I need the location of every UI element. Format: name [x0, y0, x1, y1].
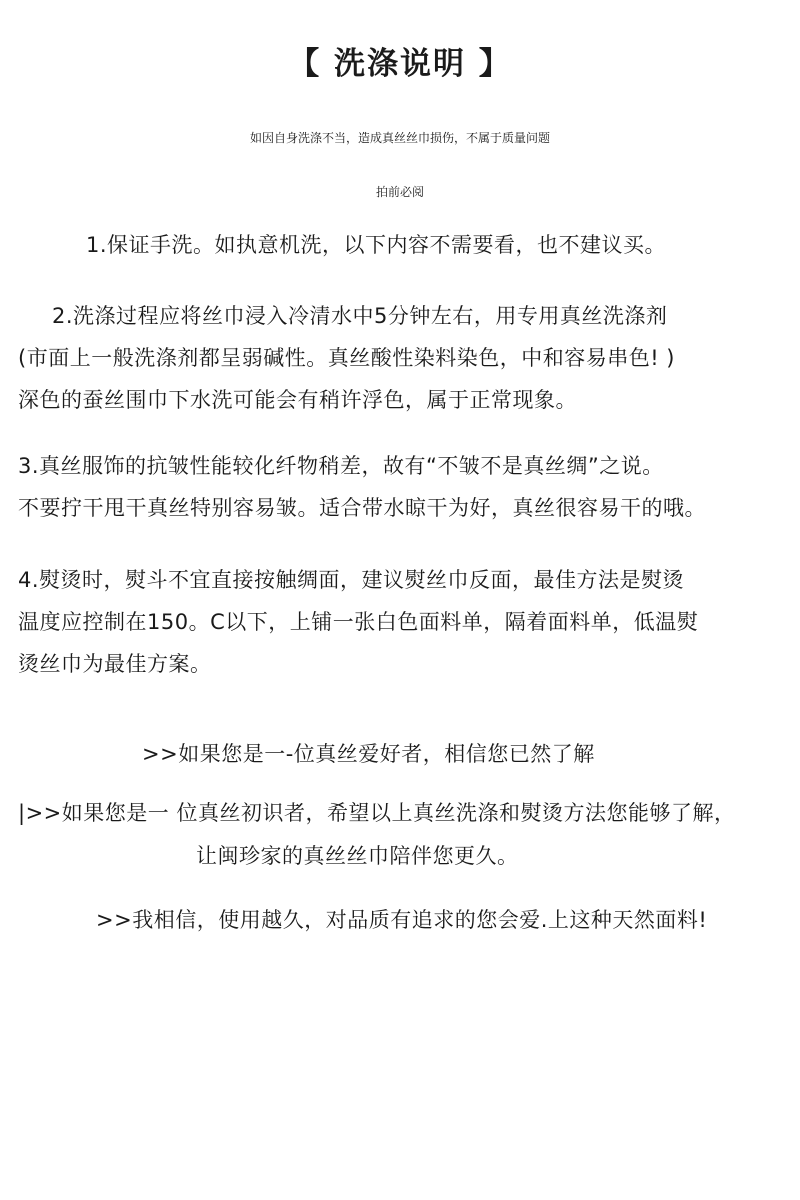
disclaimer-text: 如因自身洗涤不当，造成真丝丝巾损伤，不属于质量问题: [249, 131, 550, 145]
closing-line-1: >>如果您是一-位真丝爱好者，相信您已然了解: [142, 742, 595, 766]
instruction-4-line-3: 烫丝巾为最佳方案。: [18, 652, 212, 676]
page-title: 【 洗涤说明 】: [288, 46, 512, 82]
instruction-4-line-2: 温度应控制在150。C以下，上铺一张白色面料单，隔着面料单，低温熨: [18, 610, 699, 634]
closing-line-4: >>我相信，使用越久，对品质有追求的您会爱.上这种天然面料!: [96, 908, 708, 932]
instruction-2-line-2: (市面上一般洗涤剂都呈弱碱性。真丝酸性染料染色，中和容易串色! ): [18, 346, 675, 370]
closing-line-3: 让闽珍家的真丝丝巾陪伴您更久。: [196, 844, 519, 868]
closing-line-2: |>>如果您是一 位真丝初识者，希望以上真丝洗涤和熨烫方法您能够了解，: [18, 801, 736, 825]
instruction-2-line-1: 2.洗涤过程应将丝巾浸入冷清水中5分钟左右，用专用真丝洗涤剂: [52, 304, 668, 328]
instruction-3-line-2: 不要拧干甩干真丝特别容易皱。适合带水晾干为好，真丝很容易干的哦。: [18, 496, 706, 520]
instruction-4-line-1: 4.熨烫时，熨斗不宜直接按触绸面，建议熨丝巾反面，最佳方法是熨烫: [18, 568, 685, 592]
instruction-2-line-3: 深色的蚕丝围巾下水洗可能会有稍许浮色，属于正常现象。: [18, 388, 577, 412]
instruction-1: 1.保证手洗。如执意机洗，以下内容不需要看，也不建议买。: [86, 233, 667, 257]
must-read-label: 拍前必阅: [375, 185, 424, 199]
instruction-3-line-1: 3.真丝服饰的抗皱性能较化纤物稍差，故有“不皱不是真丝绸”之说。: [18, 454, 664, 478]
